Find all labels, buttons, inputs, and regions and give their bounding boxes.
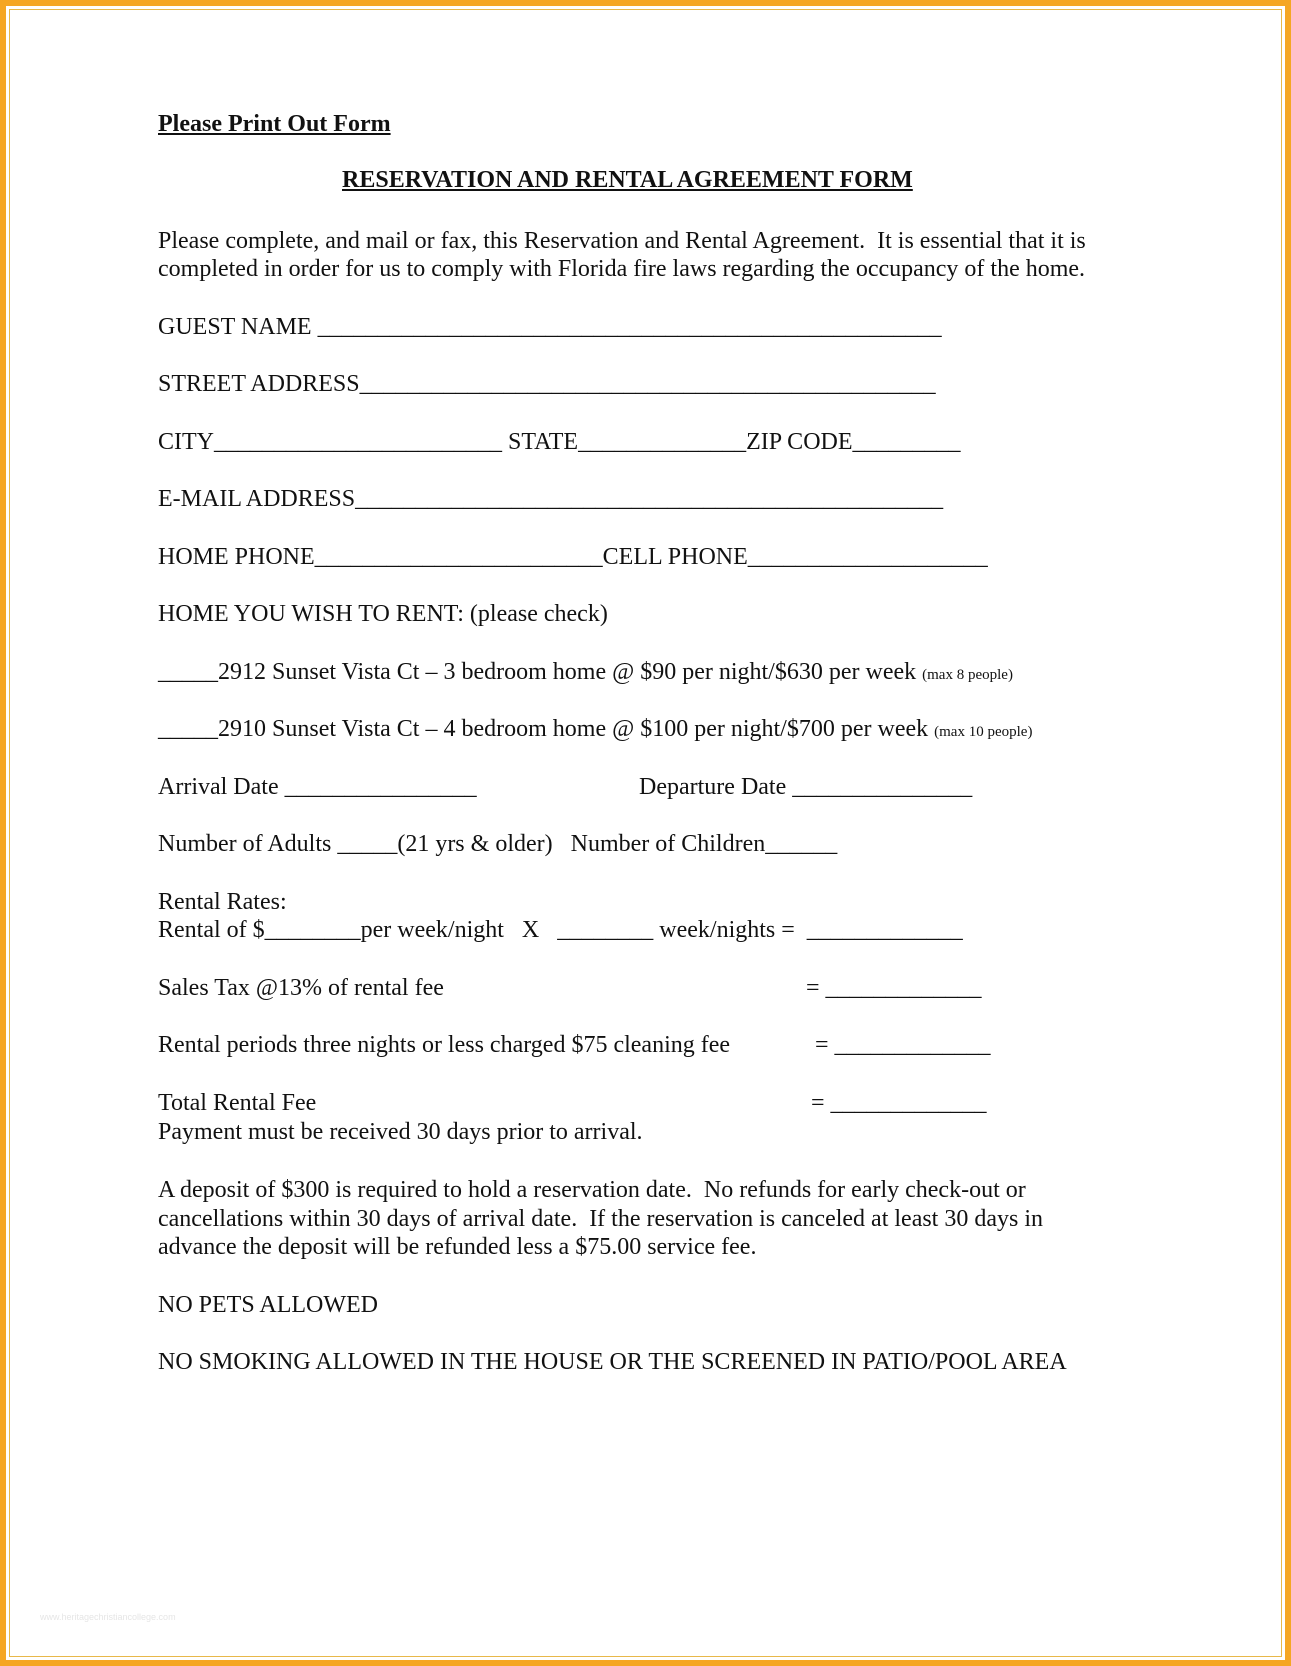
arrival-date-field: Arrival Date ________________	[158, 774, 477, 800]
home-option-note: (max 8 people)	[922, 667, 1013, 683]
print-form-header: Please Print Out Form	[158, 111, 391, 137]
home-option-text: _____2912 Sunset Vista Ct – 3 bedroom home @ $90 per night/$630 per week	[158, 659, 923, 685]
home-choice-prompt: HOME YOU WISH TO RENT: (please check)	[158, 601, 608, 627]
cleaning-fee-label: Rental periods three nights or less charged $75 cleaning fee	[158, 1032, 731, 1058]
cleaning-fee-value: = _____________	[815, 1032, 991, 1058]
sales-tax-label: Sales Tax @13% of rental fee	[158, 975, 444, 1001]
phone-fields: HOME PHONE________________________CELL PHONE____________________	[158, 544, 988, 570]
deposit-line-1: A deposit of $300 is required to hold a reservation date. No refunds for early check-out or	[158, 1177, 1026, 1203]
no-pets-rule: NO PETS ALLOWED	[158, 1292, 378, 1318]
deposit-line-2: cancellations within 30 days of arrival date. If the reservation is canceled at least 30 days in	[158, 1206, 1044, 1232]
rental-rates-heading: Rental Rates:	[158, 889, 287, 915]
watermark: www.heritagechristiancollege.com	[40, 1612, 176, 1622]
rental-rate-line: Rental of $________per week/night X ________ week/nights = _____________	[158, 917, 963, 943]
email-field: E-MAIL ADDRESS_________________________________________________	[158, 486, 944, 512]
home-option-text: _____2910 Sunset Vista Ct – 4 bedroom home @ $100 per night/$700 per week	[158, 716, 935, 742]
city-state-zip-field: CITY________________________ STATE______________ZIP CODE_________	[158, 429, 961, 455]
departure-date-field: Departure Date _______________	[639, 774, 973, 800]
total-fee-value: = _____________	[811, 1090, 987, 1116]
home-option-note: (max 10 people)	[934, 724, 1033, 740]
no-smoking-rule: NO SMOKING ALLOWED IN THE HOUSE OR THE SCREENED IN PATIO/POOL AREA	[158, 1349, 1067, 1375]
guest-name-field: GUEST NAME ____________________________________________________	[158, 314, 942, 340]
intro-line-2: completed in order for us to comply with Florida fire laws regarding the occupancy of the home.	[158, 256, 1086, 282]
home-option-2912	[158, 658, 1013, 689]
total-fee-label: Total Rental Fee	[158, 1090, 317, 1116]
form-title: RESERVATION AND RENTAL AGREEMENT FORM	[342, 167, 913, 193]
sales-tax-value: = _____________	[806, 975, 982, 1001]
deposit-line-3: advance the deposit will be refunded less a $75.00 service fee.	[158, 1234, 757, 1260]
intro-line-1: Please complete, and mail or fax, this Reservation and Rental Agreement. It is essential that it is	[158, 228, 1086, 254]
guest-count-fields: Number of Adults _____(21 yrs & older) Number of Children______	[158, 831, 838, 857]
home-option-2910	[158, 715, 1032, 746]
street-address-field: STREET ADDRESS________________________________________________	[158, 371, 936, 397]
payment-note: Payment must be received 30 days prior to arrival.	[158, 1119, 643, 1145]
